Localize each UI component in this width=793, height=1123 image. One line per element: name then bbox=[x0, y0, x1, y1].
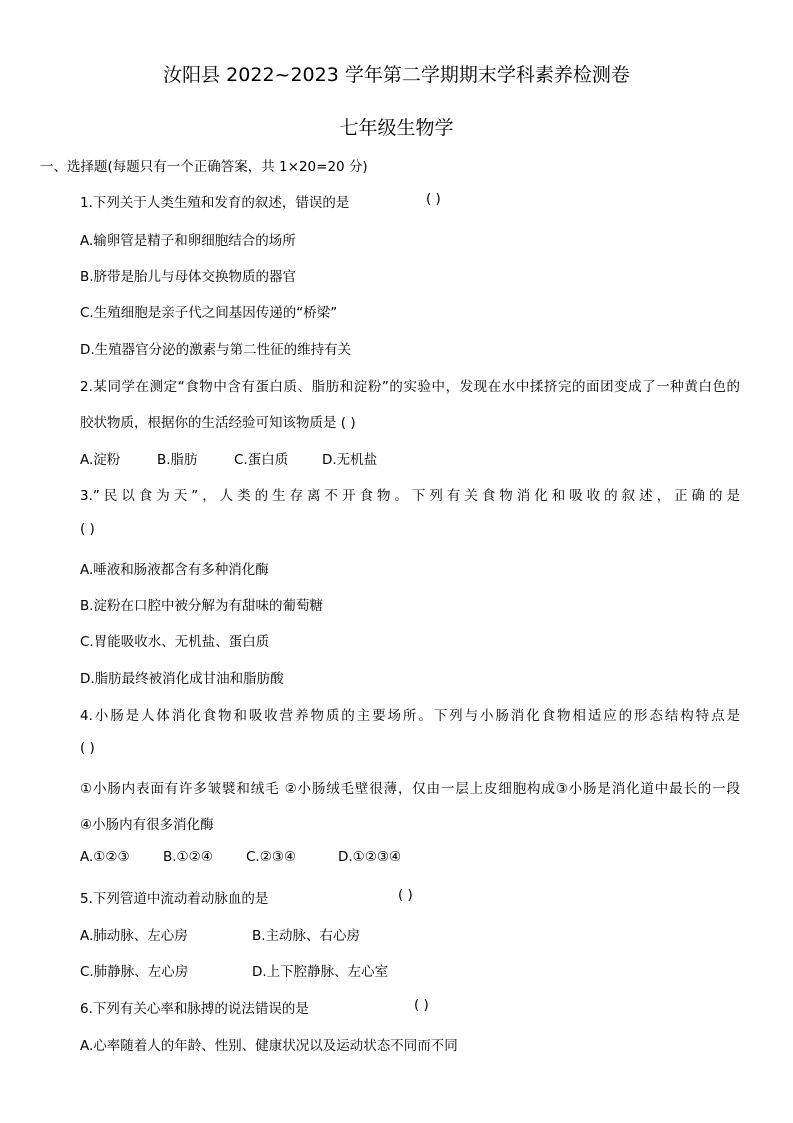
q4-option-c: C.②③④ bbox=[246, 849, 297, 865]
q4-option-d: D.①②③④ bbox=[338, 849, 402, 865]
q5-option-c: C.肺静脉、左心房 bbox=[80, 964, 189, 980]
q3-option-a: A.唾液和肠液都含有多种消化酶 bbox=[80, 562, 269, 578]
q6-stem: 6.下列有关心率和脉搏的说法错误的是 bbox=[80, 1001, 309, 1017]
q3-option-b: B.淀粉在口腔中被分解为有甜味的葡萄糖 bbox=[80, 598, 324, 614]
q2-stem-line1: 2.某同学在测定“食物中含有蛋白质、脂肪和淀粉”的实验中，发现在水中揉挤完的面团变成了一种黄白色的 bbox=[80, 379, 740, 395]
q4-option-a: A.①②③ bbox=[80, 849, 130, 865]
q4-stem-line2: ( ) bbox=[80, 740, 95, 756]
q4-statements-line2: ④小肠内有很多消化酶 bbox=[80, 817, 214, 833]
q5-option-a: A.肺动脉、左心房 bbox=[80, 928, 188, 944]
q5-option-d: D.上下腔静脉、左心室 bbox=[252, 964, 389, 980]
q6-answer-paren: ( ) bbox=[414, 997, 429, 1013]
q3-stem-line2: ( ) bbox=[80, 521, 95, 537]
q6-option-a: A.心率随着人的年龄、性别、健康状况以及运动状态不同而不同 bbox=[80, 1038, 458, 1054]
q1-answer-paren: ( ) bbox=[426, 191, 441, 207]
q1-option-c: C.生殖细胞是亲子代之间基因传递的“桥梁” bbox=[80, 305, 338, 321]
section-heading: 一、选择题(每题只有一个正确答案，共 1×20=20 分) bbox=[40, 159, 368, 175]
q3-option-c: C.胃能吸收水、无机盐、蛋白质 bbox=[80, 634, 270, 650]
exam-title: 汝阳县 2022~2023 学年第二学期期末学科素养检测卷 bbox=[163, 64, 630, 86]
q2-option-b: B.脂肪 bbox=[157, 452, 198, 468]
q5-option-b: B.主动脉、右心房 bbox=[252, 928, 361, 944]
q5-stem: 5.下列管道中流动着动脉血的是 bbox=[80, 891, 269, 907]
exam-subtitle: 七年级生物学 bbox=[339, 117, 454, 139]
q2-option-c: C.蛋白质 bbox=[234, 452, 289, 468]
q3-stem-line1: 3.”民以食为天”，人类的生存离不开食物。下列有关食物消化和吸收的叙述，正确的是 bbox=[80, 488, 740, 504]
q1-option-d: D.生殖器官分泌的激素与第二性征的维持有关 bbox=[80, 342, 352, 358]
q4-stem-line1: 4.小肠是人体消化食物和吸收营养物质的主要场所。下列与小肠消化食物相适应的形态结构特点是 bbox=[80, 708, 740, 724]
q2-stem-line2: 胶状物质，根据你的生活经验可知该物质是 ( ) bbox=[80, 415, 356, 431]
q4-option-b: B.①②④ bbox=[163, 849, 213, 865]
q1-option-a: A.输卵管是精子和卵细胞结合的场所 bbox=[80, 233, 296, 249]
q3-option-d: D.脂肪最终被消化成甘油和脂肪酸 bbox=[80, 671, 284, 687]
q1-option-b: B.脐带是胎儿与母体交换物质的器官 bbox=[80, 269, 297, 285]
q2-option-a: A.淀粉 bbox=[80, 452, 121, 468]
q5-answer-paren: ( ) bbox=[398, 887, 413, 903]
q2-option-d: D.无机盐 bbox=[322, 452, 378, 468]
q1-stem: 1.下列关于人类生殖和发育的叙述，错误的是 bbox=[80, 195, 350, 211]
q4-statements-line1: ①小肠内表面有许多皱襞和绒毛 ②小肠绒毛壁很薄，仅由一层上皮细胞构成③小肠是消化道中最长的一段 bbox=[80, 781, 740, 797]
